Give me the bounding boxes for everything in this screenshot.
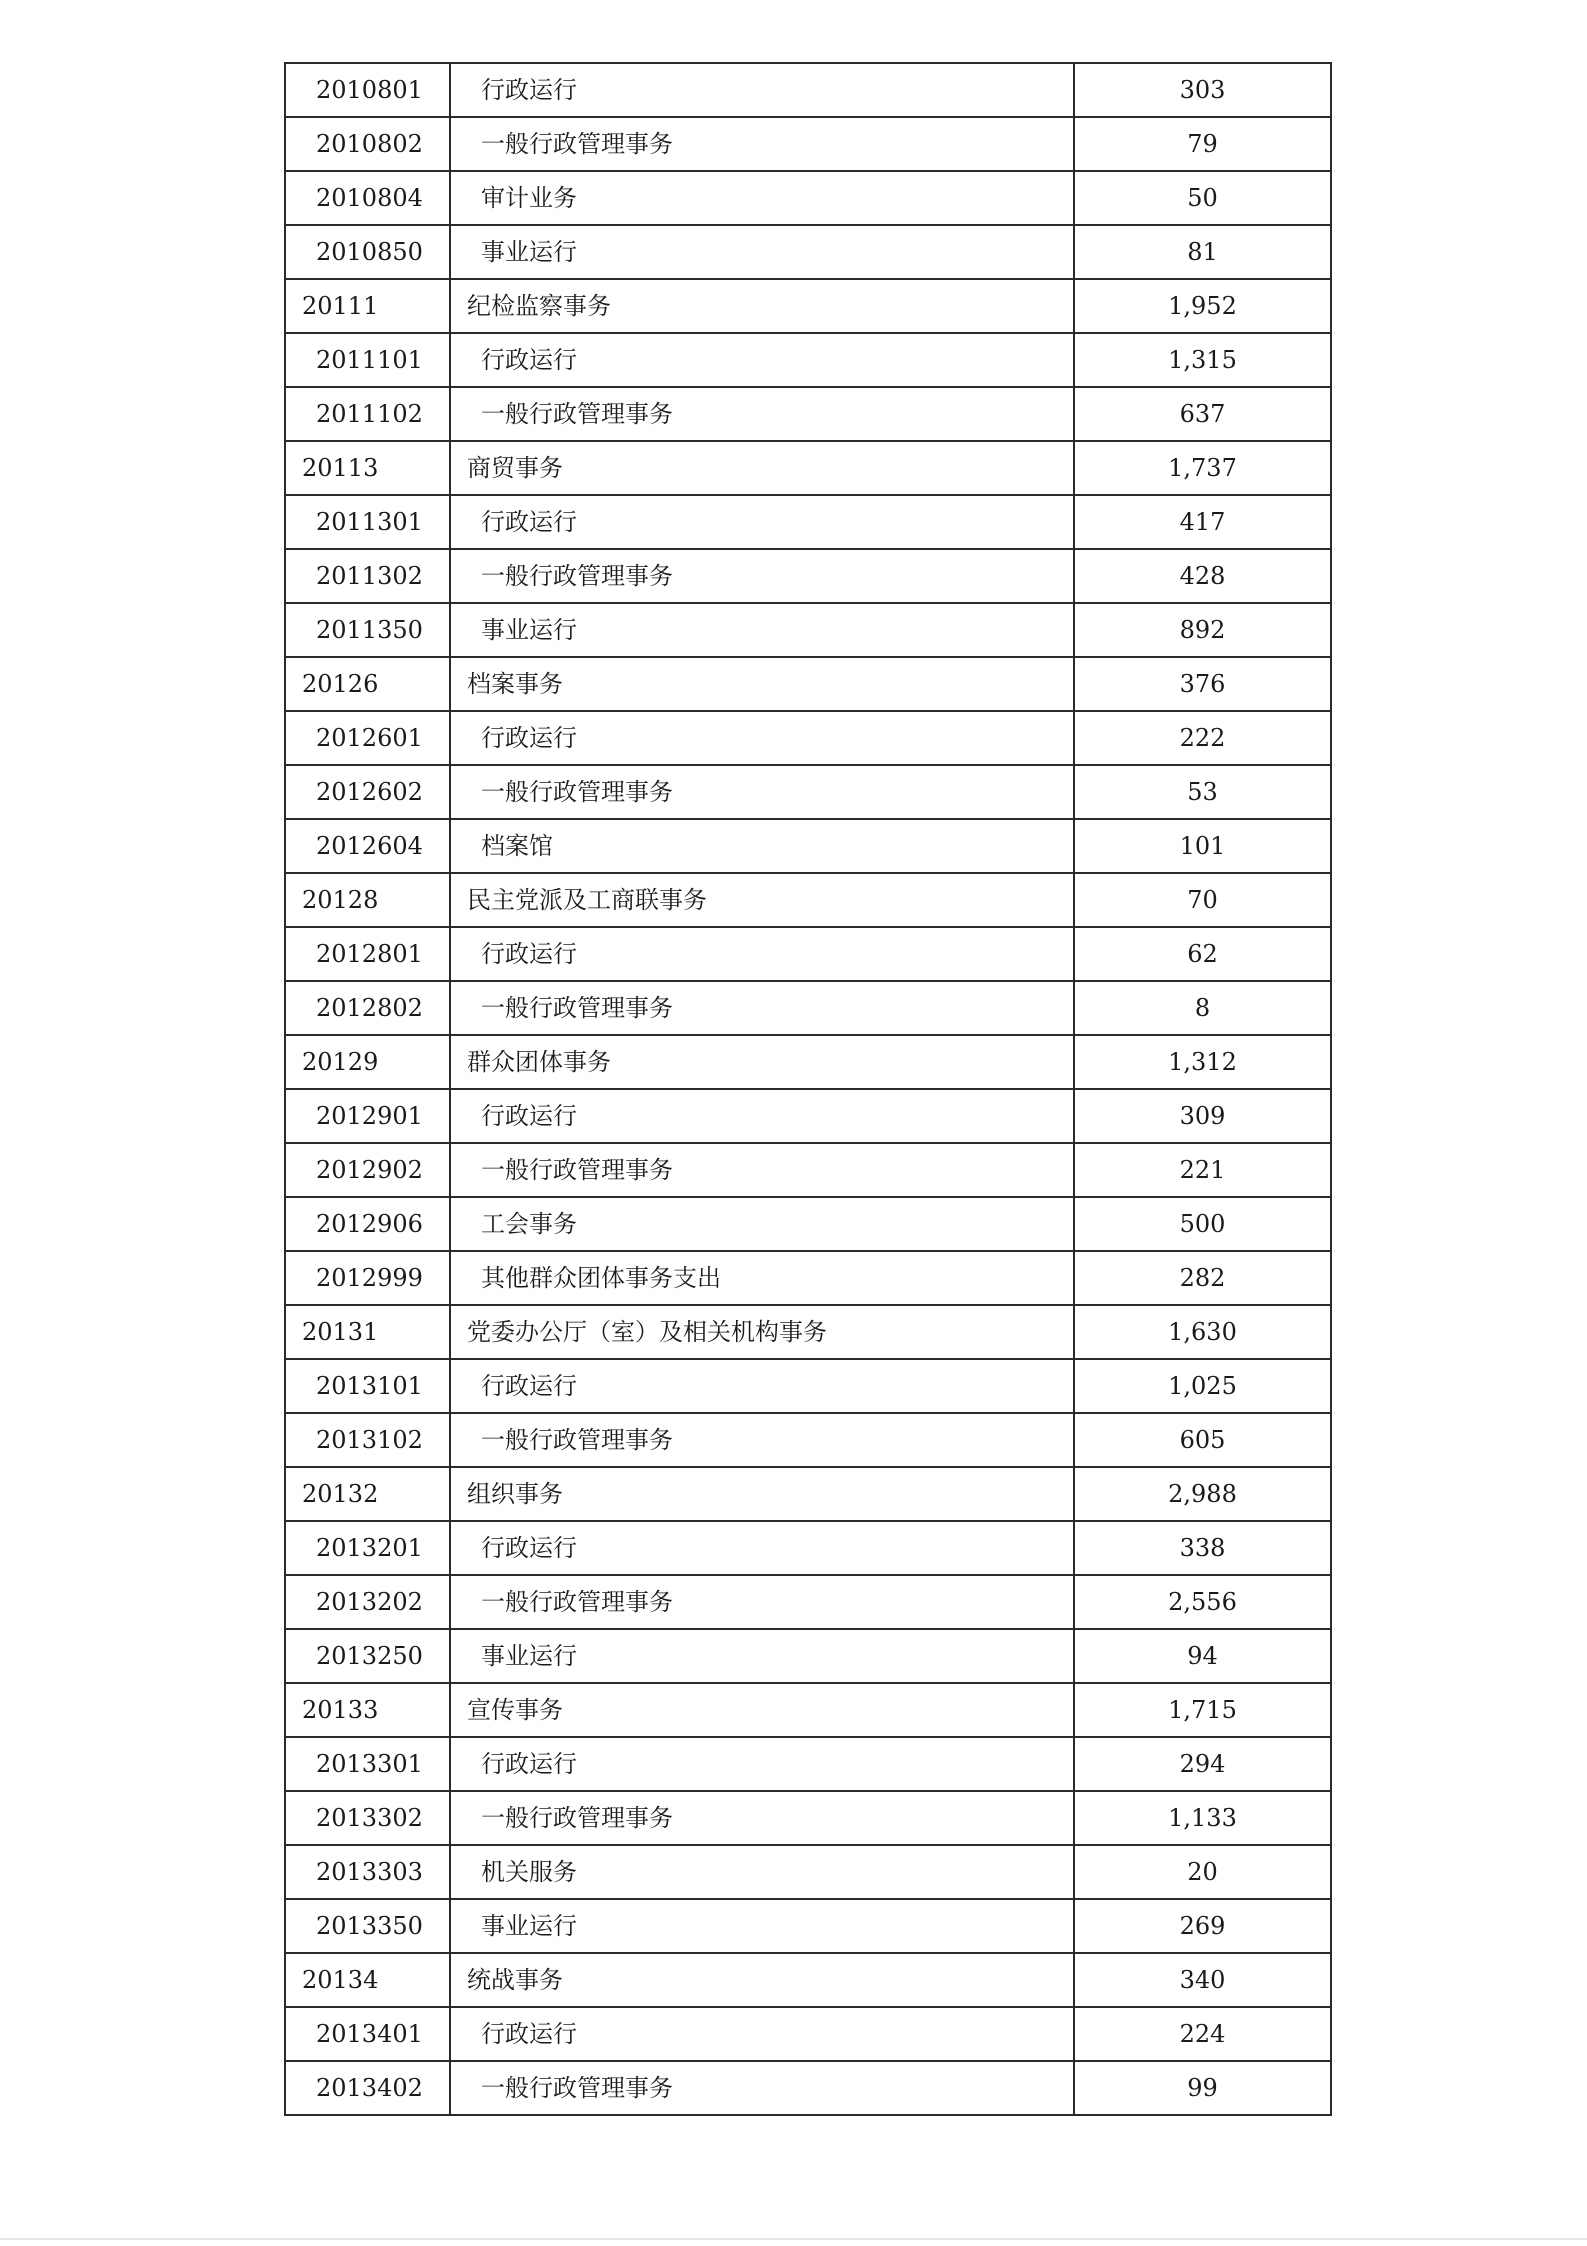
subject-name-cell: 行政运行 (450, 333, 1074, 387)
subject-name-cell: 事业运行 (450, 603, 1074, 657)
subject-code-cell: 2012801 (285, 927, 450, 981)
subject-name-cell: 工会事务 (450, 1197, 1074, 1251)
amount-cell: 417 (1074, 495, 1331, 549)
table-row (285, 1089, 1331, 1143)
table-row (285, 1305, 1331, 1359)
table-row (285, 819, 1331, 873)
amount-cell: 338 (1074, 1521, 1331, 1575)
amount-cell: 1,312 (1074, 1035, 1331, 1089)
amount-cell: 94 (1074, 1629, 1331, 1683)
amount-cell: 269 (1074, 1899, 1331, 1953)
subject-name-cell: 群众团体事务 (450, 1035, 1074, 1089)
subject-code-cell: 2013350 (285, 1899, 450, 1953)
subject-code-cell: 2012901 (285, 1089, 450, 1143)
subject-code-cell: 20113 (285, 441, 450, 495)
table-row (285, 873, 1331, 927)
subject-code-cell: 20129 (285, 1035, 450, 1089)
subject-name-cell: 行政运行 (450, 711, 1074, 765)
amount-cell: 99 (1074, 2061, 1331, 2115)
subject-name-cell: 一般行政管理事务 (450, 2061, 1074, 2115)
amount-cell: 79 (1074, 117, 1331, 171)
subject-code-cell: 2013402 (285, 2061, 450, 2115)
amount-cell: 376 (1074, 657, 1331, 711)
subject-name-cell: 一般行政管理事务 (450, 387, 1074, 441)
subject-name-cell: 审计业务 (450, 171, 1074, 225)
subject-code-cell: 2010804 (285, 171, 450, 225)
table-row (285, 171, 1331, 225)
amount-cell: 81 (1074, 225, 1331, 279)
table-row (285, 2007, 1331, 2061)
table-row (285, 981, 1331, 1035)
subject-name-cell: 档案事务 (450, 657, 1074, 711)
subject-name-cell: 其他群众团体事务支出 (450, 1251, 1074, 1305)
table-row (285, 333, 1331, 387)
subject-code-cell: 2010850 (285, 225, 450, 279)
table-row (285, 1143, 1331, 1197)
table-row (285, 2061, 1331, 2115)
table-row (285, 225, 1331, 279)
subject-code-cell: 20111 (285, 279, 450, 333)
amount-cell: 1,715 (1074, 1683, 1331, 1737)
table-row (285, 1953, 1331, 2007)
subject-name-cell: 事业运行 (450, 1899, 1074, 1953)
table-row (285, 1629, 1331, 1683)
subject-code-cell: 2013301 (285, 1737, 450, 1791)
subject-name-cell: 宣传事务 (450, 1683, 1074, 1737)
amount-cell: 101 (1074, 819, 1331, 873)
amount-cell: 53 (1074, 765, 1331, 819)
table-row (285, 1899, 1331, 1953)
subject-name-cell: 党委办公厅（室）及相关机构事务 (450, 1305, 1074, 1359)
page-bottom-rule (0, 2238, 1587, 2240)
subject-name-cell: 民主党派及工商联事务 (450, 873, 1074, 927)
subject-name-cell: 商贸事务 (450, 441, 1074, 495)
amount-cell: 500 (1074, 1197, 1331, 1251)
table-row (285, 1467, 1331, 1521)
subject-name-cell: 一般行政管理事务 (450, 981, 1074, 1035)
table-row (285, 1251, 1331, 1305)
subject-name-cell: 一般行政管理事务 (450, 765, 1074, 819)
subject-code-cell: 2012906 (285, 1197, 450, 1251)
table-body (285, 63, 1331, 2115)
subject-code-cell: 2013101 (285, 1359, 450, 1413)
amount-cell: 224 (1074, 2007, 1331, 2061)
subject-code-cell: 2010801 (285, 63, 450, 117)
amount-cell: 2,988 (1074, 1467, 1331, 1521)
subject-name-cell: 一般行政管理事务 (450, 1575, 1074, 1629)
subject-code-cell: 2013250 (285, 1629, 450, 1683)
table-row (285, 1791, 1331, 1845)
amount-cell: 1,133 (1074, 1791, 1331, 1845)
subject-code-cell: 20133 (285, 1683, 450, 1737)
table-row (285, 1737, 1331, 1791)
subject-name-cell: 一般行政管理事务 (450, 549, 1074, 603)
table-row (285, 441, 1331, 495)
amount-cell: 1,737 (1074, 441, 1331, 495)
subject-name-cell: 行政运行 (450, 1359, 1074, 1413)
subject-code-cell: 20126 (285, 657, 450, 711)
table-row (285, 1521, 1331, 1575)
amount-cell: 70 (1074, 873, 1331, 927)
subject-name-cell: 档案馆 (450, 819, 1074, 873)
table-row (285, 117, 1331, 171)
subject-code-cell: 2013302 (285, 1791, 450, 1845)
table-row (285, 1035, 1331, 1089)
amount-cell: 62 (1074, 927, 1331, 981)
subject-code-cell: 2011301 (285, 495, 450, 549)
amount-cell: 282 (1074, 1251, 1331, 1305)
budget-expenditure-table (284, 62, 1332, 2116)
table-row (285, 279, 1331, 333)
subject-code-cell: 2013102 (285, 1413, 450, 1467)
subject-name-cell: 行政运行 (450, 927, 1074, 981)
amount-cell: 221 (1074, 1143, 1331, 1197)
subject-code-cell: 2012902 (285, 1143, 450, 1197)
subject-name-cell: 行政运行 (450, 1737, 1074, 1791)
amount-cell: 1,315 (1074, 333, 1331, 387)
amount-cell: 50 (1074, 171, 1331, 225)
subject-name-cell: 组织事务 (450, 1467, 1074, 1521)
subject-code-cell: 2013202 (285, 1575, 450, 1629)
subject-name-cell: 行政运行 (450, 2007, 1074, 2061)
amount-cell: 1,630 (1074, 1305, 1331, 1359)
subject-name-cell: 统战事务 (450, 1953, 1074, 2007)
amount-cell: 294 (1074, 1737, 1331, 1791)
subject-code-cell: 2012604 (285, 819, 450, 873)
subject-code-cell: 2012802 (285, 981, 450, 1035)
amount-cell: 2,556 (1074, 1575, 1331, 1629)
table-row (285, 1575, 1331, 1629)
subject-code-cell: 2011101 (285, 333, 450, 387)
table-row (285, 1683, 1331, 1737)
subject-name-cell: 行政运行 (450, 1521, 1074, 1575)
subject-code-cell: 2011302 (285, 549, 450, 603)
table-row (285, 711, 1331, 765)
amount-cell: 8 (1074, 981, 1331, 1035)
subject-code-cell: 20132 (285, 1467, 450, 1521)
subject-code-cell: 2013401 (285, 2007, 450, 2061)
amount-cell: 637 (1074, 387, 1331, 441)
subject-code-cell: 2011102 (285, 387, 450, 441)
amount-cell: 1,025 (1074, 1359, 1331, 1413)
subject-code-cell: 2010802 (285, 117, 450, 171)
subject-name-cell: 行政运行 (450, 1089, 1074, 1143)
table-row (285, 657, 1331, 711)
table-row (285, 765, 1331, 819)
subject-name-cell: 纪检监察事务 (450, 279, 1074, 333)
subject-name-cell: 一般行政管理事务 (450, 117, 1074, 171)
subject-name-cell: 行政运行 (450, 63, 1074, 117)
table-row (285, 549, 1331, 603)
table-row (285, 63, 1331, 117)
amount-cell: 1,952 (1074, 279, 1331, 333)
subject-name-cell: 一般行政管理事务 (450, 1143, 1074, 1197)
amount-cell: 605 (1074, 1413, 1331, 1467)
subject-name-cell: 行政运行 (450, 495, 1074, 549)
subject-code-cell: 2011350 (285, 603, 450, 657)
subject-code-cell: 2012999 (285, 1251, 450, 1305)
subject-code-cell: 2012602 (285, 765, 450, 819)
subject-code-cell: 2013201 (285, 1521, 450, 1575)
subject-code-cell: 2012601 (285, 711, 450, 765)
table-row (285, 1845, 1331, 1899)
amount-cell: 892 (1074, 603, 1331, 657)
subject-code-cell: 2013303 (285, 1845, 450, 1899)
subject-code-cell: 20134 (285, 1953, 450, 2007)
table-row (285, 387, 1331, 441)
amount-cell: 428 (1074, 549, 1331, 603)
subject-name-cell: 一般行政管理事务 (450, 1791, 1074, 1845)
amount-cell: 303 (1074, 63, 1331, 117)
amount-cell: 340 (1074, 1953, 1331, 2007)
subject-name-cell: 事业运行 (450, 1629, 1074, 1683)
subject-code-cell: 20131 (285, 1305, 450, 1359)
table-row (285, 927, 1331, 981)
table-row (285, 1197, 1331, 1251)
subject-name-cell: 一般行政管理事务 (450, 1413, 1074, 1467)
amount-cell: 309 (1074, 1089, 1331, 1143)
amount-cell: 20 (1074, 1845, 1331, 1899)
amount-cell: 222 (1074, 711, 1331, 765)
table-row (285, 1359, 1331, 1413)
table-row (285, 603, 1331, 657)
table-row (285, 495, 1331, 549)
subject-code-cell: 20128 (285, 873, 450, 927)
subject-name-cell: 机关服务 (450, 1845, 1074, 1899)
table-row (285, 1413, 1331, 1467)
subject-name-cell: 事业运行 (450, 225, 1074, 279)
